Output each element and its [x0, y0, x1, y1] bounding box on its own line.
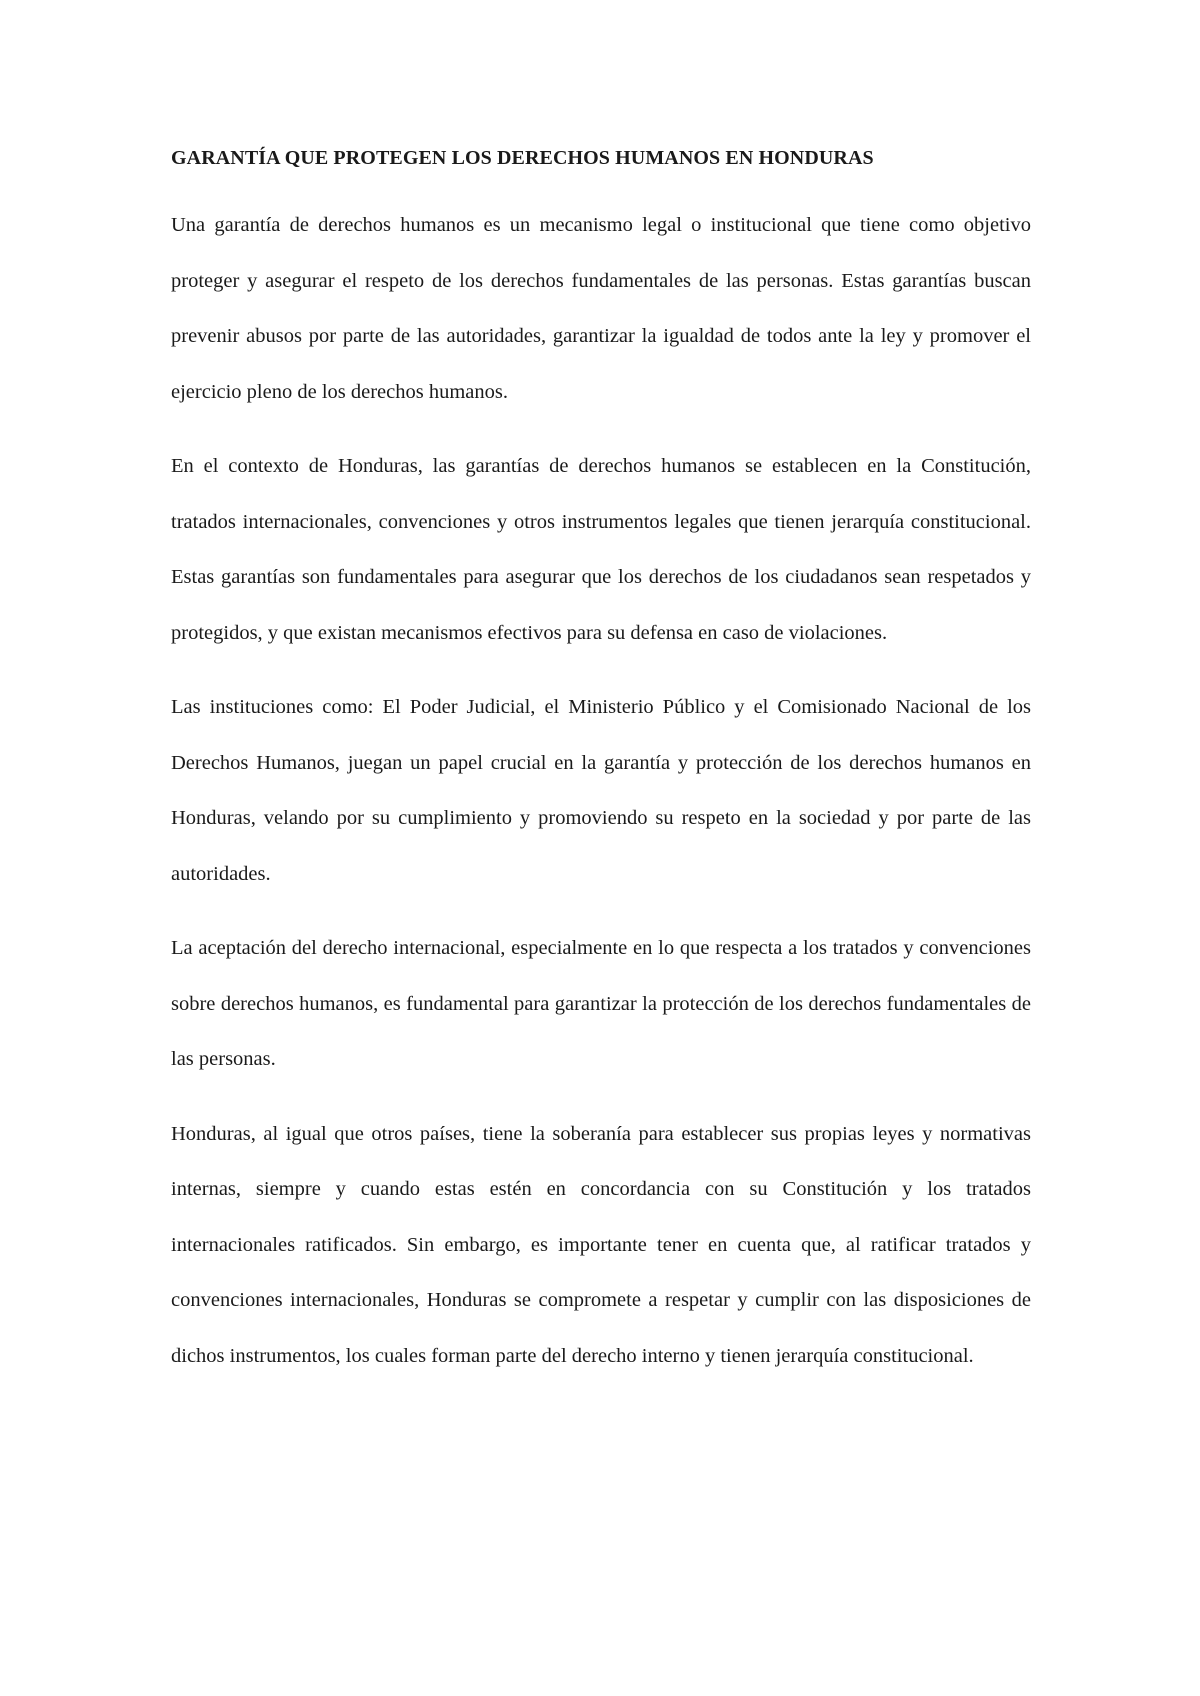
paragraph-international-law: La aceptación del derecho internacional, especialmente en lo que respecta a los tratados y convenciones sobre derechos humanos, es fundamental para garantizar la protección de los derechos fundamentales de las personas. [171, 937, 1031, 1070]
paragraph-institutions: Las instituciones como: El Poder Judicial, el Ministerio Público y el Comisionado Nacional de los Derechos Humanos, juegan un papel crucial en la garantía y protección de los derechos humanos en Honduras, velando por su cumplimiento y promoviendo su respeto en la sociedad y por parte de las autoridades. [171, 696, 1031, 885]
document-title: GARANTÍA QUE PROTEGEN LOS DERECHOS HUMANOS EN HONDURAS [171, 147, 874, 169]
paragraph-honduras-context: En el contexto de Honduras, las garantías de derechos humanos se establecen en la Constitución, tratados internacionales, convenciones y otros instrumentos legales que tienen jerarquía constitucional. Estas garantías son fundamentales para asegurar que los derechos de los ciudadanos sean respetados y protegidos, y que existan mecanismos efectivos para su defensa en caso de violaciones. [171, 455, 1031, 644]
document-body [171, 140, 1031, 1403]
paragraph-definition: Una garantía de derechos humanos es un mecanismo legal o institucional que tiene como objetivo proteger y asegurar el respeto de los derechos fundamentales de las personas. Estas garantías buscan prevenir abusos por parte de las autoridades, garantizar la igualdad de todos ante la ley y promover el ejercicio pleno de los derechos humanos. [171, 214, 1031, 403]
paragraph-sovereignty: Honduras, al igual que otros países, tiene la soberanía para establecer sus propias leyes y normativas internas, siempre y cuando estas estén en concordancia con su Constitución y los tratados internacionales ratificados. Sin embargo, es importante tener en cuenta que, al ratificar tratados y convenciones internacionales, Honduras se compromete a respetar y cumplir con las disposiciones de dichos instrumentos, los cuales forman parte del derecho interno y tienen jerarquía constitucional. [171, 1122, 1031, 1367]
